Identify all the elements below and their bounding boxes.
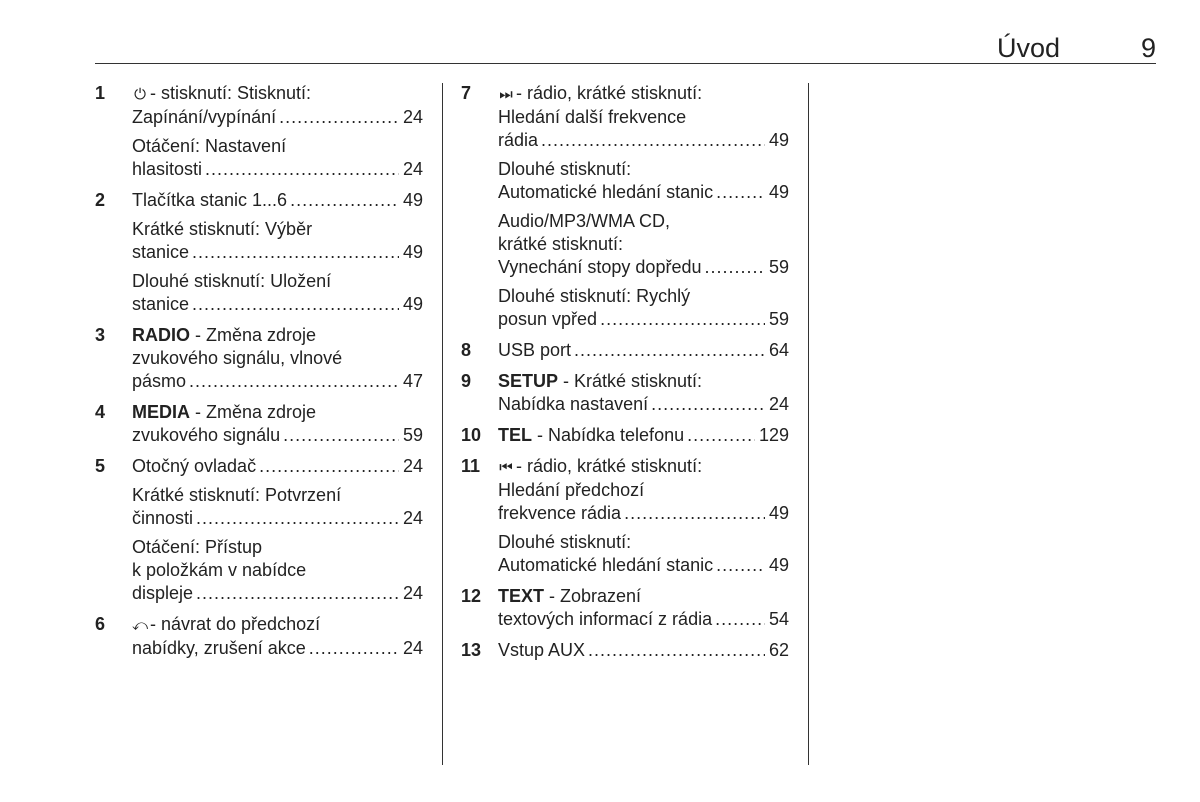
entry-line <box>132 218 423 241</box>
entry-text: - návrat do předchozí <box>150 614 321 634</box>
entry-leader-line <box>132 424 423 447</box>
entry-text <box>132 106 276 129</box>
entry-text: - Krátké stisknutí: <box>558 371 703 391</box>
entry-line <box>132 82 423 106</box>
index-entry <box>461 639 789 662</box>
entry-leader-line <box>132 637 423 660</box>
dot-leader <box>588 639 765 662</box>
page-reference[interactable]: 49 <box>768 503 789 523</box>
entry-number: 2 <box>95 190 106 210</box>
entry-text <box>498 608 712 631</box>
entry-number: 11 <box>461 456 481 476</box>
entry-label: frekvence rádia <box>498 503 622 523</box>
page-reference[interactable]: 49 <box>768 555 789 575</box>
entry-leader-line <box>498 308 789 331</box>
entry-number: 7 <box>461 83 472 103</box>
page-reference[interactable]: 47 <box>402 371 423 391</box>
entry-text: - rádio, krátké stisknutí: <box>516 456 703 476</box>
dot-leader <box>192 293 399 316</box>
entry-leader-line <box>498 256 789 279</box>
entry-text: Hledání předchozí <box>498 480 645 500</box>
entry-line <box>132 484 423 507</box>
dot-leader <box>574 339 765 362</box>
entry-text: - Změna zdroje <box>190 325 317 345</box>
entry-label: - Nabídka telefonu <box>532 425 685 445</box>
entry-label: Zapínání/vypínání <box>132 107 277 127</box>
entry-label: pásmo <box>132 371 187 391</box>
entry-text: Hledání další frekvence <box>498 107 687 127</box>
page-reference[interactable]: 59 <box>768 257 789 277</box>
index-column-1 <box>95 82 423 668</box>
entry-line <box>498 285 789 308</box>
entry-line <box>132 536 423 559</box>
dot-leader <box>541 129 765 152</box>
button-name: MEDIA <box>132 402 190 422</box>
dot-leader <box>192 241 399 264</box>
entry-label: nabídky, zrušení akce <box>132 638 306 658</box>
entry-text <box>498 424 684 447</box>
entry-leader-line <box>498 424 789 447</box>
dot-leader <box>624 502 765 525</box>
entry-leader-line <box>498 639 789 662</box>
entry-line <box>132 135 423 158</box>
page-reference[interactable]: 49 <box>402 242 423 262</box>
entry-label: činnosti <box>132 508 194 528</box>
entry-line <box>132 324 423 347</box>
entry-text <box>498 393 648 416</box>
page-reference[interactable]: 49 <box>768 182 789 202</box>
dot-leader <box>309 637 399 660</box>
index-entry <box>95 324 423 393</box>
entry-leader-line <box>498 339 789 362</box>
index-entry <box>95 484 423 530</box>
entry-line <box>132 401 423 424</box>
index-entry <box>95 455 423 478</box>
entry-label: rádia <box>498 130 539 150</box>
entry-text: - rádio, krátké stisknutí: <box>516 83 703 103</box>
entry-text <box>132 582 193 605</box>
control-icon: ⏮ <box>499 459 513 476</box>
entry-label: Vynechání stopy dopředu <box>498 257 702 277</box>
index-entry <box>461 585 789 631</box>
entry-text: Krátké stisknutí: Potvrzení <box>132 485 342 505</box>
button-name: TEXT <box>498 586 545 606</box>
entry-label: Automatické hledání stanic <box>498 182 714 202</box>
index-entry <box>461 531 789 577</box>
entry-line <box>498 370 789 393</box>
index-entry <box>461 339 789 362</box>
dot-leader <box>196 582 399 605</box>
entry-leader-line <box>498 502 789 525</box>
entry-text: - stisknutí: Stisknutí: <box>150 83 312 103</box>
index-entry <box>95 135 423 181</box>
entry-number: 3 <box>95 325 106 345</box>
entry-label: displeje <box>132 583 194 603</box>
entry-leader-line <box>132 582 423 605</box>
index-entry <box>461 82 789 152</box>
dot-leader <box>716 554 765 577</box>
entry-leader-line <box>498 181 789 204</box>
entry-line <box>498 106 789 129</box>
entry-number: 5 <box>95 456 106 476</box>
entry-line <box>132 270 423 293</box>
dot-leader <box>704 256 764 279</box>
entry-leader-line <box>132 241 423 264</box>
entry-text: Otáčení: Přístup <box>132 537 263 557</box>
index-entry <box>461 285 789 331</box>
entry-text <box>132 637 306 660</box>
index-entry <box>461 424 789 447</box>
page-reference[interactable]: 54 <box>768 609 789 629</box>
entry-leader-line <box>132 455 423 478</box>
page-reference[interactable]: 24 <box>402 456 423 476</box>
entry-text <box>132 293 189 316</box>
entry-line <box>498 158 789 181</box>
entry-leader-line <box>498 393 789 416</box>
entry-leader-line <box>132 189 423 212</box>
dot-leader <box>189 370 399 393</box>
entry-text <box>132 241 189 264</box>
page-reference[interactable]: 49 <box>402 190 423 210</box>
entry-text <box>132 158 202 181</box>
page-reference[interactable]: 24 <box>402 508 423 528</box>
button-name: TEL <box>498 425 532 445</box>
button-name: SETUP <box>498 371 559 391</box>
index-entry <box>461 370 789 416</box>
entry-text <box>498 339 571 362</box>
page-reference[interactable]: 59 <box>402 425 423 445</box>
index-entry <box>95 218 423 264</box>
entry-text: zvukového signálu, vlnové <box>132 348 343 368</box>
button-name: RADIO <box>132 325 190 345</box>
entry-leader-line <box>132 507 423 530</box>
entry-leader-line <box>132 370 423 393</box>
entry-line <box>498 82 789 106</box>
dot-leader <box>279 106 399 129</box>
entry-text <box>498 639 585 662</box>
entry-text: Dlouhé stisknutí: <box>498 159 632 179</box>
entry-label: USB port <box>498 340 572 360</box>
entry-line <box>132 559 423 582</box>
entry-label: stanice <box>132 294 190 314</box>
dot-leader <box>283 424 399 447</box>
entry-number: 6 <box>95 614 106 634</box>
dot-leader <box>687 424 755 447</box>
entry-text <box>498 308 597 331</box>
entry-text: Dlouhé stisknutí: <box>498 532 632 552</box>
dot-leader <box>205 158 399 181</box>
entry-line <box>498 585 789 608</box>
entry-text: - Změna zdroje <box>190 402 317 422</box>
page-reference[interactable]: 24 <box>768 394 789 414</box>
column-divider-right <box>808 83 809 765</box>
page-reference[interactable]: 64 <box>768 340 789 360</box>
entry-label: hlasitosti <box>132 159 203 179</box>
entry-line <box>498 210 789 233</box>
entry-text <box>132 189 287 212</box>
section-title: Úvod <box>996 33 1060 63</box>
dot-leader <box>290 189 399 212</box>
index-entry <box>95 270 423 316</box>
entry-label: zvukového signálu <box>132 425 281 445</box>
page-reference[interactable]: 129 <box>758 425 789 445</box>
page-reference[interactable]: 49 <box>402 294 423 314</box>
header-divider <box>95 63 1156 64</box>
entry-text: Dlouhé stisknutí: Rychlý <box>498 286 691 306</box>
entry-label: Tlačítka stanic 1...6 <box>132 190 288 210</box>
entry-number: 8 <box>461 340 472 360</box>
entry-leader-line <box>132 293 423 316</box>
entry-line <box>498 233 789 256</box>
page-reference[interactable]: 59 <box>768 309 789 329</box>
index-entry <box>95 189 423 212</box>
entry-leader-line <box>132 106 423 129</box>
column-divider-left <box>442 83 443 765</box>
index-entry <box>95 613 423 660</box>
entry-line <box>132 613 423 637</box>
dot-leader <box>651 393 765 416</box>
index-entry <box>95 82 423 129</box>
page-reference[interactable]: 24 <box>402 583 423 603</box>
index-entry <box>95 536 423 605</box>
entry-text <box>132 455 256 478</box>
entry-text: krátké stisknutí: <box>498 234 624 254</box>
index-entry <box>95 401 423 447</box>
control-icon: ⤺ <box>132 617 149 634</box>
dot-leader <box>259 455 399 478</box>
entry-leader-line <box>132 158 423 181</box>
entry-label: Otočný ovladač <box>132 456 257 476</box>
entry-number: 4 <box>95 402 106 422</box>
entry-label: posun vpřed <box>498 309 598 329</box>
entry-number: 9 <box>461 371 472 391</box>
index-column-2 <box>461 82 789 670</box>
entry-label: Automatické hledání stanic <box>498 555 714 575</box>
index-entry <box>461 455 789 525</box>
dot-leader <box>716 181 765 204</box>
entry-line <box>132 347 423 370</box>
entry-text <box>498 502 621 525</box>
entry-line <box>498 479 789 502</box>
entry-text: k položkám v nabídce <box>132 560 307 580</box>
entry-label: stanice <box>132 242 190 262</box>
entry-text: - Zobrazení <box>544 586 642 606</box>
page-reference[interactable]: 49 <box>768 130 789 150</box>
entry-number: 10 <box>461 425 482 445</box>
entry-text: Dlouhé stisknutí: Uložení <box>132 271 332 291</box>
index-entry <box>461 158 789 204</box>
entry-leader-line <box>498 608 789 631</box>
entry-number: 1 <box>95 83 106 103</box>
entry-text <box>498 554 713 577</box>
control-icon: ⏻ <box>134 86 146 103</box>
entry-text <box>132 507 193 530</box>
page-reference[interactable]: 24 <box>402 159 423 179</box>
entry-line <box>498 455 789 479</box>
entry-text <box>498 256 701 279</box>
index-entry <box>461 210 789 279</box>
page-reference[interactable]: 24 <box>402 107 423 127</box>
entry-label: Nabídka nastavení <box>498 394 649 414</box>
dot-leader <box>600 308 765 331</box>
entry-text <box>132 424 280 447</box>
entry-leader-line <box>498 129 789 152</box>
entry-text: Audio/MP3/WMA CD, <box>498 211 671 231</box>
entry-text <box>132 370 186 393</box>
control-icon: ⏭ <box>499 86 513 103</box>
entry-number: 13 <box>461 640 482 660</box>
entry-text: Krátké stisknutí: Výběr <box>132 219 313 239</box>
entry-text <box>498 129 538 152</box>
entry-label: textových informací z rádia <box>498 609 713 629</box>
entry-line <box>498 531 789 554</box>
page-reference[interactable]: 24 <box>402 638 423 658</box>
dot-leader <box>715 608 765 631</box>
entry-label: Vstup AUX <box>498 640 586 660</box>
dot-leader <box>196 507 399 530</box>
page-number: 9 <box>1140 33 1156 63</box>
entry-text: Otáčení: Nastavení <box>132 136 287 156</box>
page-reference[interactable]: 62 <box>768 640 789 660</box>
entry-text <box>498 181 713 204</box>
entry-number: 12 <box>461 586 482 606</box>
entry-leader-line <box>498 554 789 577</box>
